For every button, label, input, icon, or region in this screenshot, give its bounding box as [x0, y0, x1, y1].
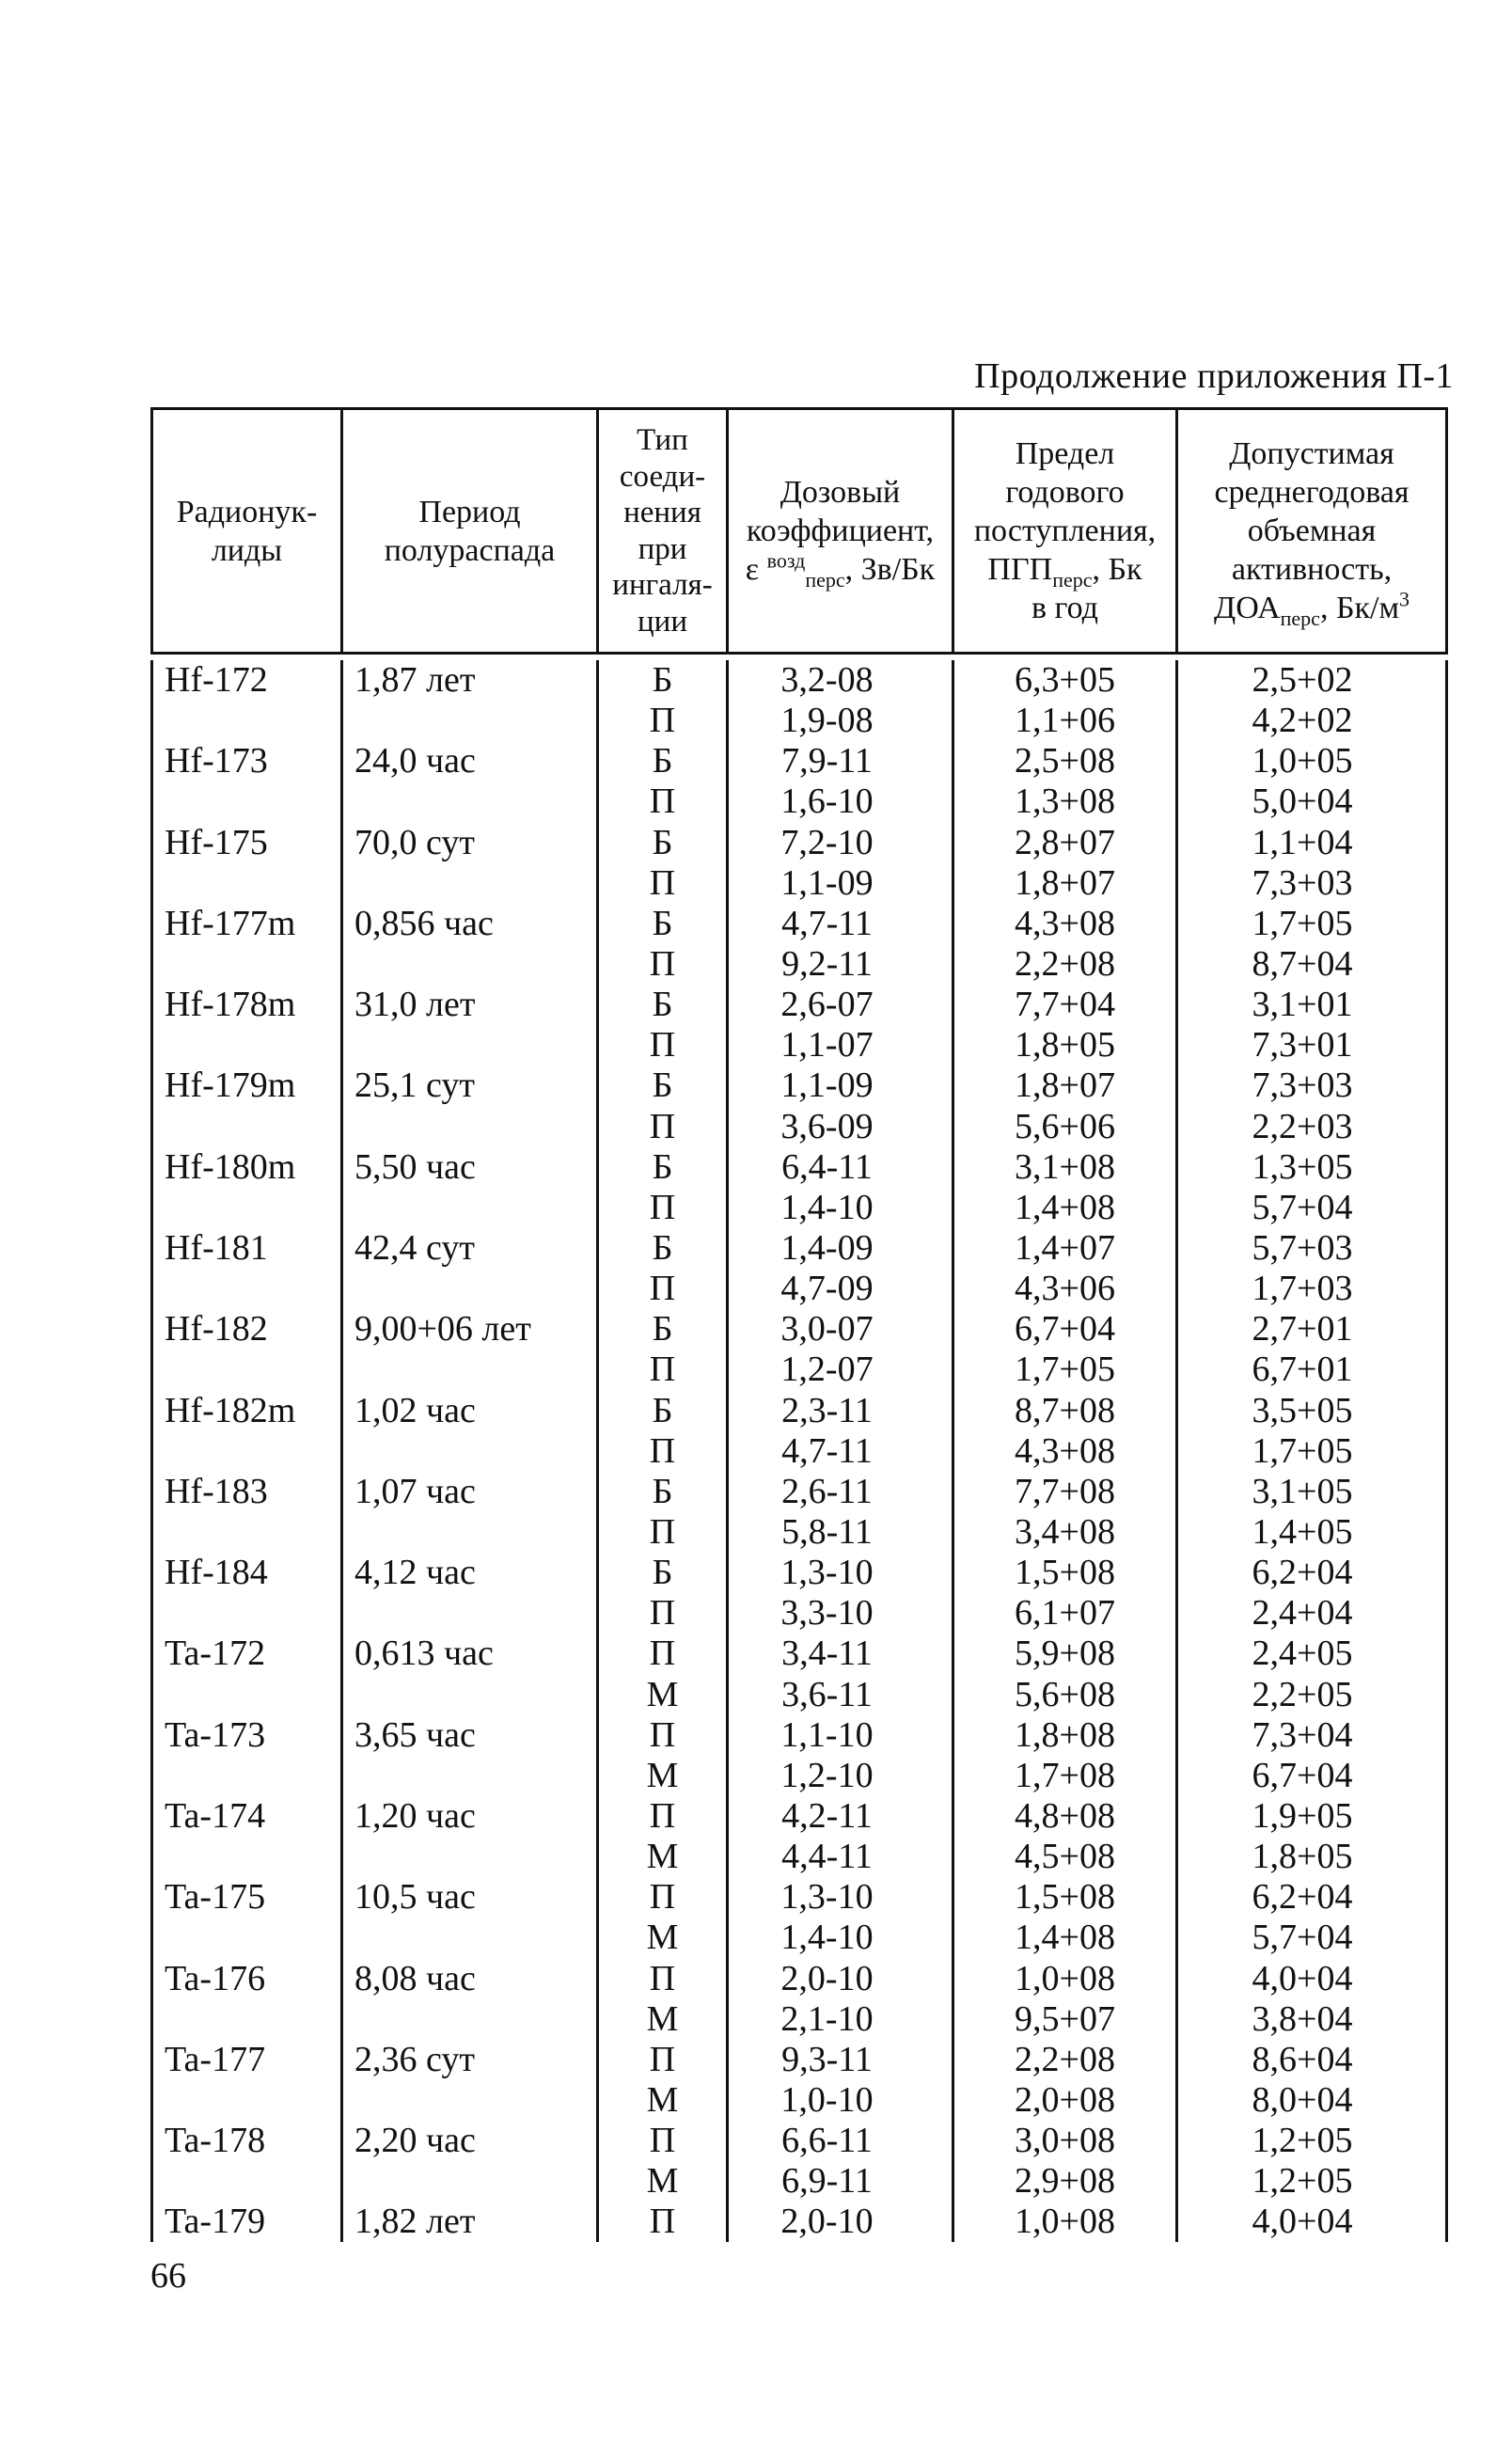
cell-halflife: 0,613 час [343, 1634, 599, 1674]
cell-limit: 4,8+08 [954, 1796, 1178, 1837]
cell-limit: 1,7+05 [954, 1350, 1178, 1390]
cell-limit: 6,7+04 [954, 1309, 1178, 1350]
cell-nuclide: Hf-179m [150, 1066, 343, 1106]
cell-limit: 1,3+08 [954, 781, 1178, 822]
cell-nuclide: Ta-173 [150, 1715, 343, 1756]
cell-dose: 1,1-07 [729, 1025, 954, 1066]
cell-halflife: 3,65 час [343, 1715, 599, 1756]
cell-nuclide: Ta-178 [150, 2121, 343, 2161]
cell-nuclide [150, 1837, 343, 1877]
cell-dose: 2,3-11 [729, 1391, 954, 1431]
cell-limit: 1,0+08 [954, 1959, 1178, 1999]
cell-activity: 8,6+04 [1178, 2040, 1448, 2080]
cell-type: П [599, 863, 729, 904]
cell-dose: 3,3-10 [729, 1593, 954, 1634]
table-row [150, 1066, 1448, 1106]
cell-activity: 8,0+04 [1178, 2080, 1448, 2121]
cell-limit: 5,6+06 [954, 1107, 1178, 1147]
cell-activity: 1,4+05 [1178, 1512, 1448, 1553]
cell-nuclide: Hf-172 [150, 660, 343, 701]
cell-activity: 1,1+04 [1178, 823, 1448, 863]
cell-limit: 2,9+08 [954, 2161, 1178, 2202]
cell-limit: 1,5+08 [954, 1877, 1178, 1918]
cell-limit: 1,8+07 [954, 863, 1178, 904]
cell-nuclide [150, 1918, 343, 1958]
header-annual-intake-limit: Предел годового поступления, $ПГП_{перс}$, Бк в год [954, 410, 1178, 652]
cell-dose: 3,0-07 [729, 1309, 954, 1350]
header-dose-coefficient: Дозовый коэффициент, ε $^{возд}_{перс}$, Зв/Бк [729, 410, 954, 652]
table-row [150, 904, 1448, 944]
cell-limit: 1,4+08 [954, 1918, 1178, 1958]
cell-nuclide [150, 1593, 343, 1634]
cell-type: П [599, 1188, 729, 1228]
cell-limit: 1,8+05 [954, 1025, 1178, 1066]
cell-limit: 7,7+04 [954, 985, 1178, 1025]
cell-nuclide: Hf-178m [150, 985, 343, 1025]
cell-type: П [599, 1593, 729, 1634]
cell-activity: 6,2+04 [1178, 1553, 1448, 1593]
cell-activity: 6,7+04 [1178, 1756, 1448, 1796]
cell-limit: 2,2+08 [954, 944, 1178, 985]
cell-dose: 1,9-08 [729, 701, 954, 741]
cell-activity: 8,7+04 [1178, 944, 1448, 985]
table-row [150, 2202, 1448, 2242]
cell-dose: 1,6-10 [729, 781, 954, 822]
cell-nuclide: Ta-179 [150, 2202, 343, 2242]
cell-activity: 2,4+05 [1178, 1634, 1448, 1674]
cell-activity: 7,3+03 [1178, 1066, 1448, 1106]
table-row [150, 1025, 1448, 1066]
cell-nuclide: Hf-182m [150, 1391, 343, 1431]
cell-type: М [599, 1837, 729, 1877]
cell-nuclide: Hf-180m [150, 1147, 343, 1188]
cell-type: П [599, 2040, 729, 2080]
cell-limit: 8,7+08 [954, 1391, 1178, 1431]
cell-limit: 5,9+08 [954, 1634, 1178, 1674]
table-row [150, 1675, 1448, 1715]
cell-type: Б [599, 823, 729, 863]
cell-halflife: 9,00+06 лет [343, 1309, 599, 1350]
table-row [150, 823, 1448, 863]
cell-nuclide [150, 1025, 343, 1066]
cell-activity: 1,7+05 [1178, 904, 1448, 944]
cell-nuclide: Ta-174 [150, 1796, 343, 1837]
header-nuclide: Радионук- лиды [150, 410, 343, 652]
cell-limit: 3,0+08 [954, 2121, 1178, 2161]
cell-activity: 1,2+05 [1178, 2161, 1448, 2202]
cell-activity: 6,2+04 [1178, 1877, 1448, 1918]
cell-activity: 1,7+03 [1178, 1269, 1448, 1309]
cell-nuclide [150, 944, 343, 985]
cell-halflife: 5,50 час [343, 1147, 599, 1188]
cell-nuclide [150, 1107, 343, 1147]
cell-dose: 4,4-11 [729, 1837, 954, 1877]
cell-nuclide [150, 2080, 343, 2121]
table-row [150, 1553, 1448, 1593]
cell-nuclide [150, 1431, 343, 1472]
cell-type: М [599, 1675, 729, 1715]
table-row [150, 2161, 1448, 2202]
cell-activity: 6,7+01 [1178, 1350, 1448, 1390]
cell-dose: 1,2-10 [729, 1756, 954, 1796]
cell-activity: 1,0+05 [1178, 741, 1448, 781]
cell-dose: 1,3-10 [729, 1877, 954, 1918]
cell-halflife [343, 1593, 599, 1634]
cell-activity: 5,0+04 [1178, 781, 1448, 822]
cell-dose: 2,6-07 [729, 985, 954, 1025]
cell-dose: 1,3-10 [729, 1553, 954, 1593]
cell-activity: 2,2+05 [1178, 1675, 1448, 1715]
cell-halflife: 1,07 час [343, 1472, 599, 1512]
cell-limit: 4,3+08 [954, 904, 1178, 944]
cell-nuclide: Hf-175 [150, 823, 343, 863]
cell-type: Б [599, 660, 729, 701]
table-row [150, 2080, 1448, 2121]
cell-halflife: 1,02 час [343, 1391, 599, 1431]
table-row [150, 660, 1448, 701]
table-row [150, 1877, 1448, 1918]
cell-type: П [599, 1025, 729, 1066]
cell-activity: 7,3+03 [1178, 863, 1448, 904]
cell-limit: 1,5+08 [954, 1553, 1178, 1593]
cell-nuclide [150, 1188, 343, 1228]
cell-dose: 1,4-10 [729, 1188, 954, 1228]
cell-limit: 1,0+08 [954, 2202, 1178, 2242]
cell-type: П [599, 1107, 729, 1147]
cell-halflife: 24,0 час [343, 741, 599, 781]
cell-type: П [599, 701, 729, 741]
cell-activity: 1,3+05 [1178, 1147, 1448, 1188]
page-number: 66 [150, 2256, 186, 2296]
cell-activity: 2,2+03 [1178, 1107, 1448, 1147]
cell-halflife [343, 781, 599, 822]
cell-limit: 1,8+07 [954, 1066, 1178, 1106]
cell-activity: 1,9+05 [1178, 1796, 1448, 1837]
table-row [150, 1228, 1448, 1269]
cell-type: П [599, 1269, 729, 1309]
table-row [150, 1918, 1448, 1958]
cell-nuclide: Ta-172 [150, 1634, 343, 1674]
cell-dose: 5,8-11 [729, 1512, 954, 1553]
cell-dose: 6,4-11 [729, 1147, 954, 1188]
cell-limit: 2,0+08 [954, 2080, 1178, 2121]
cell-activity: 2,5+02 [1178, 660, 1448, 701]
table-body [150, 655, 1448, 2242]
cell-type: Б [599, 1553, 729, 1593]
table-row [150, 1715, 1448, 1756]
cell-type: Б [599, 1228, 729, 1269]
cell-halflife [343, 701, 599, 741]
cell-halflife: 10,5 час [343, 1877, 599, 1918]
cell-halflife [343, 1756, 599, 1796]
cell-halflife: 2,20 час [343, 2121, 599, 2161]
cell-halflife [343, 1837, 599, 1877]
cell-limit: 4,5+08 [954, 1837, 1178, 1877]
cell-dose: 7,2-10 [729, 823, 954, 863]
table-row [150, 1188, 1448, 1228]
cell-activity: 5,7+03 [1178, 1228, 1448, 1269]
cell-type: П [599, 1634, 729, 1674]
cell-dose: 4,2-11 [729, 1796, 954, 1837]
table-row [150, 741, 1448, 781]
cell-limit: 9,5+07 [954, 1999, 1178, 2040]
cell-dose: 3,6-09 [729, 1107, 954, 1147]
cell-nuclide [150, 1756, 343, 1796]
cell-dose: 1,4-10 [729, 1918, 954, 1958]
cell-dose: 2,1-10 [729, 1999, 954, 2040]
cell-halflife [343, 1350, 599, 1390]
cell-nuclide [150, 863, 343, 904]
cell-nuclide: Hf-177m [150, 904, 343, 944]
cell-halflife: 4,12 час [343, 1553, 599, 1593]
table-row [150, 1756, 1448, 1796]
cell-nuclide [150, 1269, 343, 1309]
cell-nuclide [150, 781, 343, 822]
cell-nuclide: Hf-182 [150, 1309, 343, 1350]
cell-type: М [599, 2080, 729, 2121]
cell-activity: 1,7+05 [1178, 1431, 1448, 1472]
cell-limit: 3,4+08 [954, 1512, 1178, 1553]
cell-limit: 1,4+08 [954, 1188, 1178, 1228]
cell-type: П [599, 1796, 729, 1837]
cell-type: М [599, 1918, 729, 1958]
cell-dose: 6,9-11 [729, 2161, 954, 2202]
cell-activity: 5,7+04 [1178, 1188, 1448, 1228]
cell-halflife [343, 1675, 599, 1715]
cell-nuclide: Ta-176 [150, 1959, 343, 1999]
header-permissible-activity: Допустимая среднегодовая объемная активность, $ДОА_{перс}$, $Бк/м^3$ [1178, 410, 1448, 652]
table-row [150, 2121, 1448, 2161]
cell-nuclide [150, 701, 343, 741]
cell-activity: 4,0+04 [1178, 2202, 1448, 2242]
cell-limit: 7,7+08 [954, 1472, 1178, 1512]
cell-limit: 1,8+08 [954, 1715, 1178, 1756]
header-halflife: Период полураспада [343, 410, 599, 652]
cell-activity: 1,2+05 [1178, 2121, 1448, 2161]
cell-activity: 7,3+01 [1178, 1025, 1448, 1066]
cell-halflife [343, 1107, 599, 1147]
cell-type: П [599, 1715, 729, 1756]
cell-limit: 1,7+08 [954, 1756, 1178, 1796]
cell-halflife: 1,87 лет [343, 660, 599, 701]
cell-activity: 3,1+05 [1178, 1472, 1448, 1512]
cell-halflife: 8,08 час [343, 1959, 599, 1999]
cell-nuclide [150, 1999, 343, 2040]
table-row [150, 781, 1448, 822]
cell-halflife [343, 1918, 599, 1958]
cell-limit: 6,3+05 [954, 660, 1178, 701]
cell-type: П [599, 944, 729, 985]
cell-type: Б [599, 1391, 729, 1431]
cell-halflife [343, 2080, 599, 2121]
cell-type: М [599, 1999, 729, 2040]
cell-nuclide [150, 1675, 343, 1715]
cell-nuclide: Hf-184 [150, 1553, 343, 1593]
cell-activity: 3,5+05 [1178, 1391, 1448, 1431]
cell-halflife [343, 1025, 599, 1066]
cell-type: Б [599, 1472, 729, 1512]
cell-type: Б [599, 1066, 729, 1106]
cell-nuclide [150, 2161, 343, 2202]
cell-halflife [343, 1999, 599, 2040]
cell-nuclide: Hf-181 [150, 1228, 343, 1269]
cell-activity: 2,7+01 [1178, 1309, 1448, 1350]
cell-type: Б [599, 741, 729, 781]
cell-dose: 1,4-09 [729, 1228, 954, 1269]
cell-activity: 1,8+05 [1178, 1837, 1448, 1877]
cell-dose: 1,0-10 [729, 2080, 954, 2121]
table-row [150, 1107, 1448, 1147]
cell-halflife: 25,1 сут [343, 1066, 599, 1106]
table-row [150, 1999, 1448, 2040]
table-row [150, 1309, 1448, 1350]
cell-type: Б [599, 1309, 729, 1350]
cell-nuclide [150, 1512, 343, 1553]
cell-limit: 4,3+08 [954, 1431, 1178, 1472]
cell-type: П [599, 1877, 729, 1918]
cell-dose: 3,4-11 [729, 1634, 954, 1674]
cell-halflife [343, 1431, 599, 1472]
cell-type: Б [599, 985, 729, 1025]
table-row [150, 701, 1448, 741]
cell-halflife: 2,36 сут [343, 2040, 599, 2080]
cell-limit: 4,3+06 [954, 1269, 1178, 1309]
table-row [150, 944, 1448, 985]
cell-type: М [599, 2161, 729, 2202]
cell-activity: 3,1+01 [1178, 985, 1448, 1025]
cell-dose: 1,1-09 [729, 863, 954, 904]
cell-type: П [599, 1350, 729, 1390]
cell-type: Б [599, 1147, 729, 1188]
table-row [150, 1431, 1448, 1472]
cell-dose: 3,6-11 [729, 1675, 954, 1715]
table-row [150, 1837, 1448, 1877]
cell-limit: 2,5+08 [954, 741, 1178, 781]
cell-type: П [599, 2202, 729, 2242]
cell-halflife: 42,4 сут [343, 1228, 599, 1269]
table-row [150, 863, 1448, 904]
table-row [150, 1147, 1448, 1188]
table-row [150, 1593, 1448, 1634]
cell-halflife [343, 1269, 599, 1309]
table-row [150, 985, 1448, 1025]
table-row [150, 1634, 1448, 1674]
cell-type: П [599, 1431, 729, 1472]
cell-halflife: 1,82 лет [343, 2202, 599, 2242]
cell-dose: 9,3-11 [729, 2040, 954, 2080]
cell-dose: 2,0-10 [729, 2202, 954, 2242]
cell-halflife: 31,0 лет [343, 985, 599, 1025]
cell-nuclide: Ta-177 [150, 2040, 343, 2080]
cell-limit: 1,1+06 [954, 701, 1178, 741]
cell-halflife [343, 2161, 599, 2202]
cell-nuclide [150, 1350, 343, 1390]
cell-halflife [343, 863, 599, 904]
table-row [150, 1472, 1448, 1512]
cell-dose: 7,9-11 [729, 741, 954, 781]
cell-dose: 6,6-11 [729, 2121, 954, 2161]
cell-dose: 4,7-11 [729, 1431, 954, 1472]
table-header [150, 410, 1448, 655]
cell-dose: 4,7-11 [729, 904, 954, 944]
cell-nuclide: Hf-173 [150, 741, 343, 781]
cell-dose: 1,1-10 [729, 1715, 954, 1756]
cell-activity: 4,0+04 [1178, 1959, 1448, 1999]
cell-nuclide: Ta-175 [150, 1877, 343, 1918]
cell-type: М [599, 1756, 729, 1796]
radionuclide-table [150, 407, 1448, 2242]
cell-dose: 4,7-09 [729, 1269, 954, 1309]
cell-halflife [343, 944, 599, 985]
table-caption: Продолжение приложения П-1 [974, 356, 1454, 396]
cell-dose: 2,0-10 [729, 1959, 954, 1999]
cell-limit: 6,1+07 [954, 1593, 1178, 1634]
cell-activity: 5,7+04 [1178, 1918, 1448, 1958]
cell-halflife: 70,0 сут [343, 823, 599, 863]
cell-type: П [599, 2121, 729, 2161]
table-row [150, 1391, 1448, 1431]
cell-limit: 5,6+08 [954, 1675, 1178, 1715]
table-row [150, 1512, 1448, 1553]
cell-limit: 2,2+08 [954, 2040, 1178, 2080]
table-row [150, 1959, 1448, 1999]
cell-activity: 2,4+04 [1178, 1593, 1448, 1634]
cell-dose: 3,2-08 [729, 660, 954, 701]
cell-nuclide: Hf-183 [150, 1472, 343, 1512]
table-row [150, 1350, 1448, 1390]
cell-dose: 2,6-11 [729, 1472, 954, 1512]
cell-dose: 1,1-09 [729, 1066, 954, 1106]
cell-type: Б [599, 904, 729, 944]
cell-limit: 2,8+07 [954, 823, 1178, 863]
table-row [150, 1796, 1448, 1837]
cell-activity: 4,2+02 [1178, 701, 1448, 741]
cell-halflife [343, 1188, 599, 1228]
cell-dose: 1,2-07 [729, 1350, 954, 1390]
cell-halflife [343, 1512, 599, 1553]
table-row [150, 1269, 1448, 1309]
cell-activity: 3,8+04 [1178, 1999, 1448, 2040]
cell-type: П [599, 1512, 729, 1553]
cell-type: П [599, 1959, 729, 1999]
cell-limit: 1,4+07 [954, 1228, 1178, 1269]
cell-dose: 9,2-11 [729, 944, 954, 985]
cell-type: П [599, 781, 729, 822]
cell-halflife: 1,20 час [343, 1796, 599, 1837]
table-row [150, 2040, 1448, 2080]
header-compound-type: Тип соеди- нения при ингаля- ции [599, 410, 729, 652]
cell-activity: 7,3+04 [1178, 1715, 1448, 1756]
cell-limit: 3,1+08 [954, 1147, 1178, 1188]
cell-halflife: 0,856 час [343, 904, 599, 944]
